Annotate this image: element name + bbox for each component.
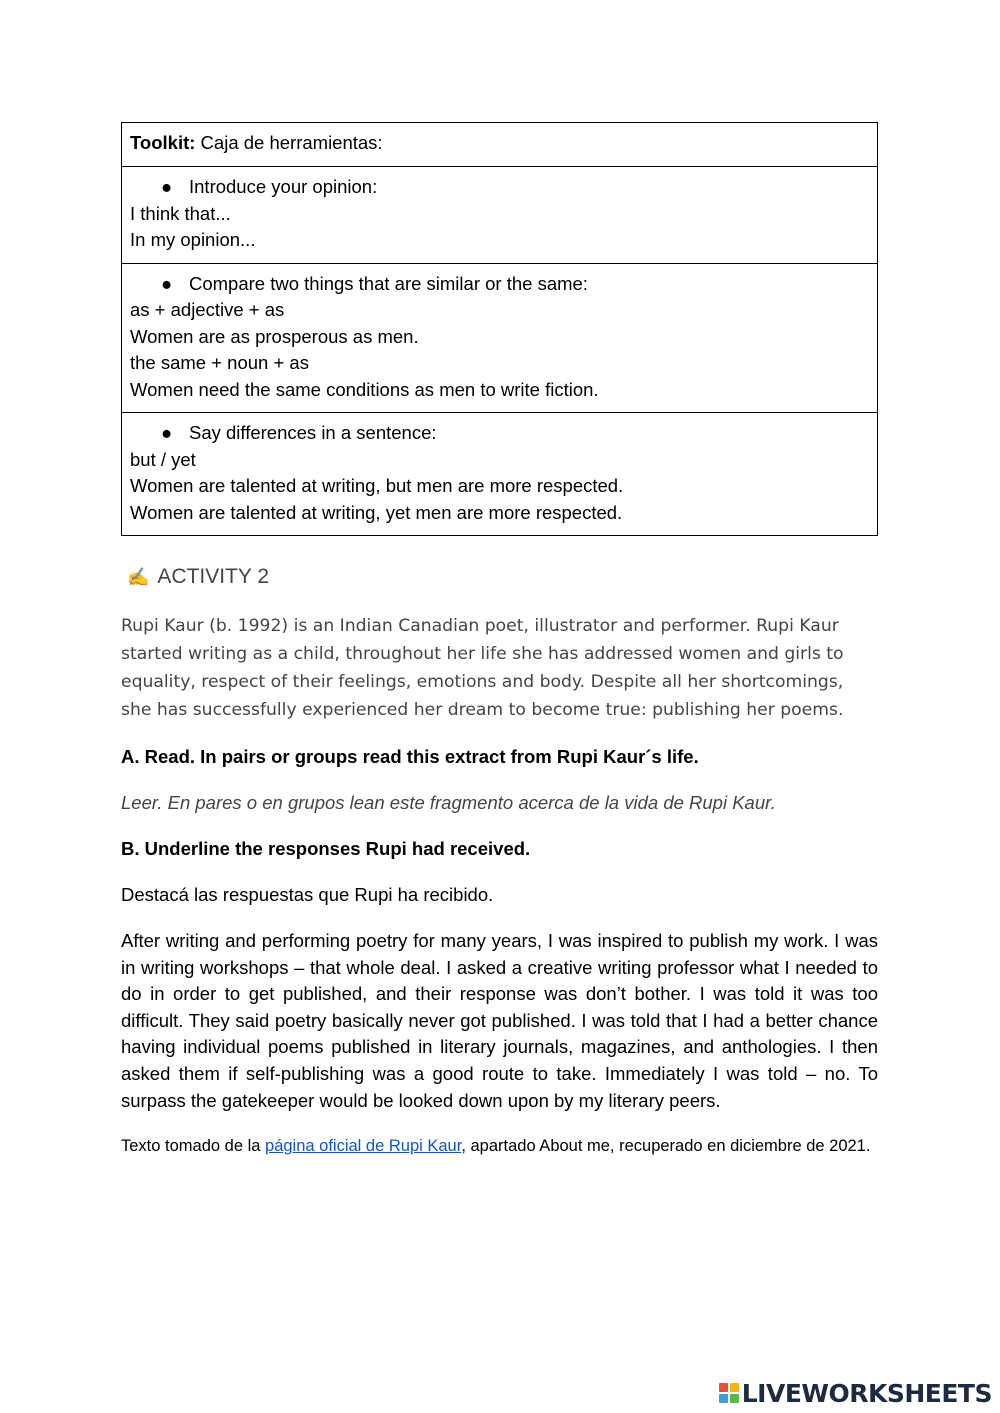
toolkit-section-differences bbox=[122, 413, 878, 536]
toolkit-title-rest: Caja de herramientas: bbox=[195, 132, 383, 153]
source-note bbox=[121, 1134, 878, 1158]
logo-square bbox=[719, 1394, 728, 1403]
toolkit-bullet bbox=[130, 271, 869, 298]
toolkit-line: I think that... bbox=[130, 202, 231, 224]
toolkit-section-compare bbox=[122, 263, 878, 413]
activity-label: ACTIVITY 2 bbox=[157, 565, 270, 588]
source-after: , apartado About me, recuperado en diciembre de 2021. bbox=[461, 1137, 871, 1156]
toolkit-line: as + adjective + as bbox=[130, 299, 285, 320]
bullet-dot-icon: ● bbox=[161, 272, 173, 294]
toolkit-line: but / yet bbox=[130, 448, 196, 470]
toolkit-title-bold: Toolkit: bbox=[130, 132, 196, 153]
toolkit-line: Women are talented at writing, but men are more respected. bbox=[130, 475, 624, 496]
toolkit-bullet-text: Introduce your opinion: bbox=[189, 176, 378, 197]
logo-square bbox=[719, 1383, 728, 1392]
toolkit-table bbox=[121, 122, 878, 536]
logo-square bbox=[730, 1394, 739, 1403]
toolkit-section-opinion bbox=[122, 167, 878, 264]
source-before: Texto tomado de la bbox=[121, 1137, 266, 1156]
intro-paragraph: Rupi Kaur (b. 1992) is an Indian Canadian poet, illustrator and performer. Rupi Kaur started writing as a child, throughout her life she has addressed women and girls to equality, respect of their feelings, emotions and body. Despite all her shortcomings, she has successfully experienced her dream to become true: publishing her poems. bbox=[121, 616, 844, 720]
part-b-translation: Destacá las respuestas que Rupi ha recibido. bbox=[121, 884, 494, 905]
bullet-dot-icon: ● bbox=[161, 422, 173, 443]
liveworksheets-logo[interactable] bbox=[719, 1379, 992, 1407]
writing-hand-icon: ✍ bbox=[127, 566, 150, 587]
toolkit-bullet-text: Compare two things that are similar or the same: bbox=[189, 272, 588, 294]
toolkit-bullet bbox=[130, 420, 869, 447]
toolkit-line: Women are as prosperous as men. bbox=[130, 325, 419, 347]
source-link[interactable]: página oficial de Rupi Kaur bbox=[265, 1137, 462, 1156]
toolkit-line: the same + noun + as bbox=[130, 352, 309, 373]
toolkit-bullet bbox=[130, 174, 869, 201]
toolkit-line: Women need the same conditions as men to write fiction. bbox=[130, 378, 599, 400]
bullet-dot-icon: ● bbox=[161, 176, 173, 197]
part-b-heading: B. Underline the responses Rupi had received. bbox=[121, 838, 531, 859]
toolkit-line: Women are talented at writing, yet men are more respected. bbox=[130, 501, 623, 523]
liveworksheets-mark-icon bbox=[719, 1383, 739, 1403]
activity-heading bbox=[121, 562, 878, 592]
worksheet-page bbox=[121, 122, 878, 1158]
rupi-kaur-passage[interactable]: After writing and performing poetry for many years, I was inspired to publish my work. I was in writing workshops – that whole deal. I asked a creative writing professor what I needed to do in order to get published, and their response was don’t bother. I was told it was too difficult. They said poetry basically never got published. I was told that I had a better chance having individual poems published in literary journals, magazines, and anthologies. I then asked them if self-publishing was a good route to take. Immediately I was told – no. To surpass the gatekeeper would be looked down upon by my literary peers. bbox=[121, 930, 878, 1111]
logo-square bbox=[730, 1383, 739, 1392]
toolkit-title-cell bbox=[122, 123, 878, 167]
toolkit-line: In my opinion... bbox=[130, 229, 256, 250]
part-a-heading: A. Read. In pairs or groups read this extract from Rupi Kaur´s life. bbox=[121, 746, 699, 767]
part-a-translation: Leer. En pares o en grupos lean este fragmento acerca de la vida de Rupi Kaur. bbox=[121, 792, 776, 813]
toolkit-bullet-text: Say differences in a sentence: bbox=[189, 422, 437, 443]
liveworksheets-wordmark: LIVEWORKSHEETS bbox=[741, 1378, 992, 1408]
